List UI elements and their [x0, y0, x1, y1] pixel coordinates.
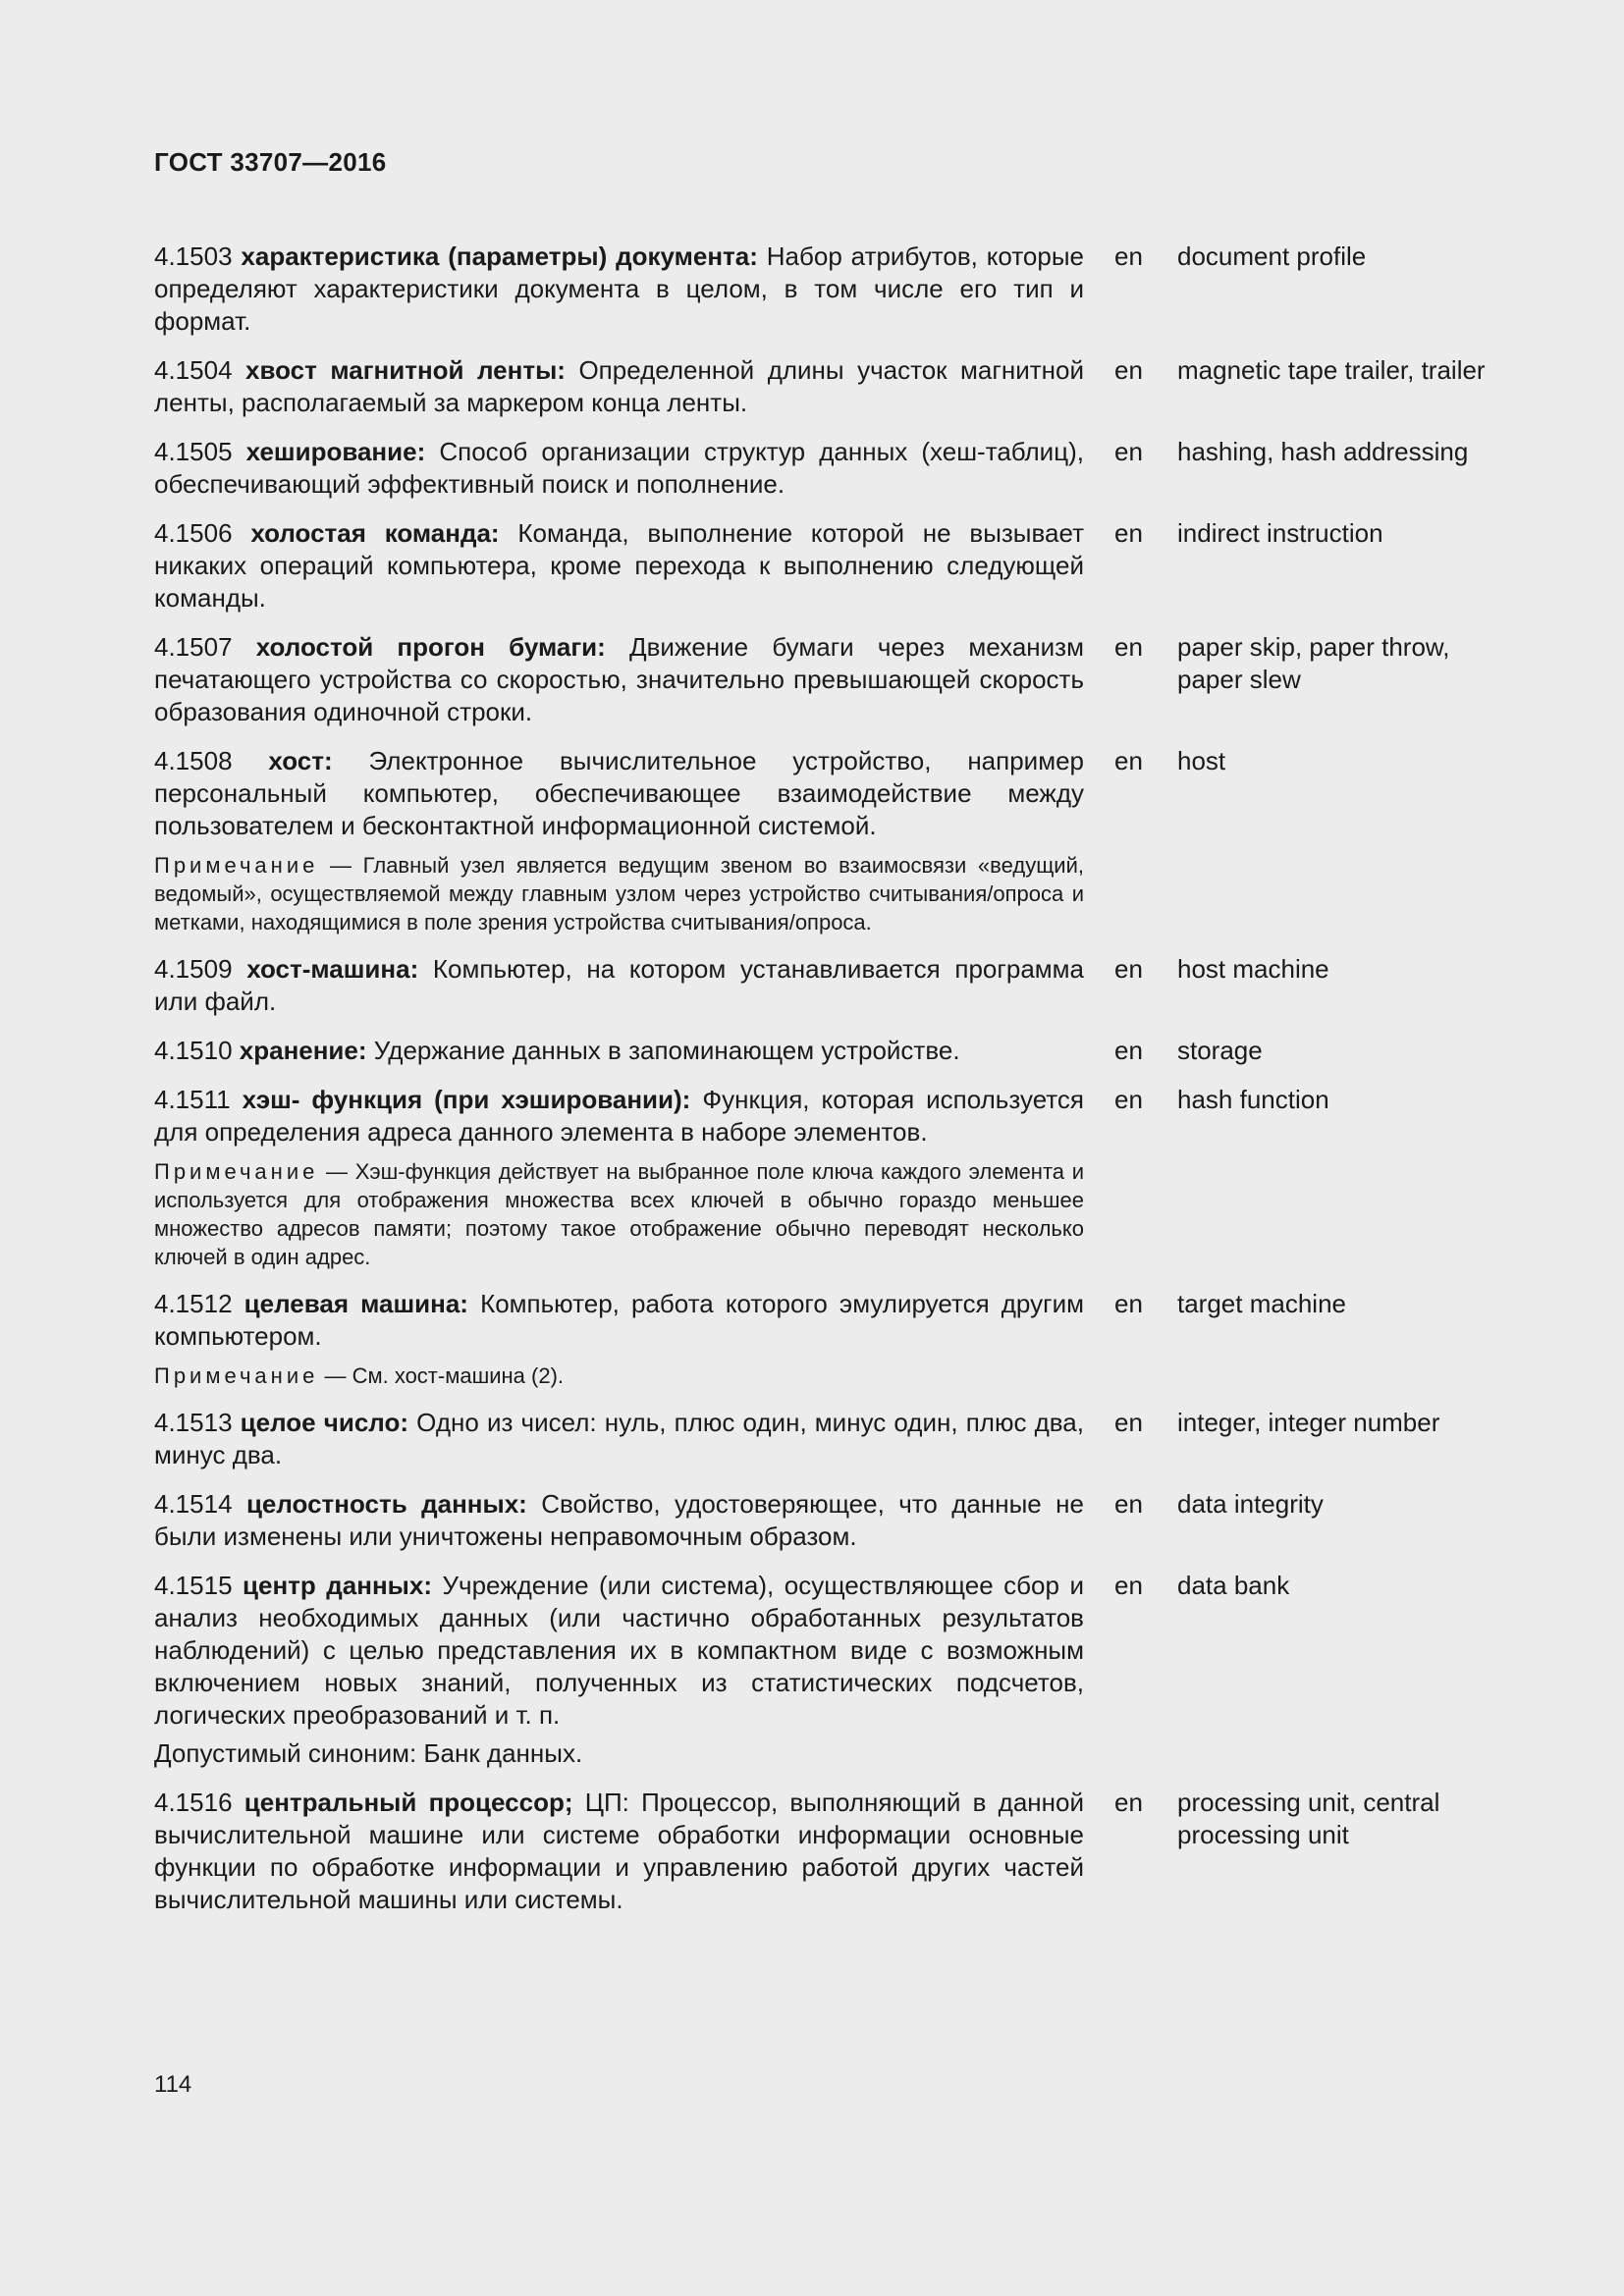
definition [154, 240, 1084, 338]
term-definition: Движение бумаги через механизм печатающего устройства со скоростью, значительно превышающей скорость образования одиночной строки. [154, 632, 1084, 726]
definition [154, 1084, 1084, 1148]
term-definition: Определенной длины участок магнитной ленты, располагаемый за маркером конца ленты. [154, 355, 1084, 417]
term-definition: Компьютер, на котором устанавливается программа или файл. [154, 954, 1084, 1016]
english-term: hash function [1177, 1085, 1329, 1114]
term-entry [154, 1084, 1509, 1271]
definition [154, 517, 1084, 614]
english-term: document profile [1177, 241, 1367, 271]
term-name: целое число: [240, 1408, 409, 1437]
language-code: en [1114, 1036, 1143, 1065]
term-number: 4.1503 [154, 241, 233, 271]
note-label: Примечание [154, 853, 319, 878]
english-term: magnetic tape trailer, trailer [1177, 355, 1486, 385]
term-entry [154, 1787, 1509, 1916]
language-code: en [1114, 355, 1143, 385]
definition [154, 745, 1084, 842]
english-term: target machine [1177, 1289, 1346, 1318]
term-name: целевая машина: [244, 1289, 468, 1318]
term-name: хост-машина: [246, 954, 419, 984]
term-entry [154, 1035, 1509, 1067]
english-term: indirect instruction [1177, 518, 1383, 548]
language-code: en [1114, 1788, 1143, 1817]
term-definition: Удержание данных в запоминающем устройстве. [373, 1036, 960, 1065]
term-definition: Набор атрибутов, которые определяют характеристики документа в целом, в том числе его тип и формат. [154, 241, 1084, 336]
term-definition: Свойство, удостоверяющее, что данные не были изменены или уничтожены неправомочным образом. [154, 1489, 1084, 1551]
term-number: 4.1516 [154, 1788, 233, 1817]
language-code: en [1114, 1489, 1143, 1519]
note [154, 851, 1084, 936]
term-number: 4.1506 [154, 518, 233, 548]
term-entry [154, 1288, 1509, 1390]
page-number: 114 [154, 2071, 192, 2098]
definition [154, 1787, 1084, 1916]
term-definition: Компьютер, работа которого эмулируется другим компьютером. [154, 1289, 1084, 1351]
term-definition: Учреждение (или система), осуществляющее сбор и анализ необходимых данных (или частично обработанных результатов наблюдений) с целью представления их в компактном виде с возможным включением новых знаний, полученных из статистических подсчетов, логических преобразований и т. п. [154, 1571, 1084, 1730]
definition [154, 631, 1084, 728]
term-number: 4.1510 [154, 1036, 233, 1065]
definition [154, 1407, 1084, 1471]
term-name: хвост магнитной ленты: [245, 355, 566, 385]
english-term: hashing, hash addressing [1177, 437, 1469, 466]
definition [154, 1570, 1084, 1732]
term-name: центр данных: [243, 1571, 432, 1600]
page-header: ГОСТ 33707—2016 [154, 147, 387, 177]
english-term: host [1177, 746, 1226, 775]
term-entry [154, 631, 1509, 728]
term-entry [154, 240, 1509, 338]
english-term: host machine [1177, 954, 1329, 984]
language-code: en [1114, 1289, 1143, 1318]
english-term: paper skip, paper throw, paper slew [1177, 632, 1450, 694]
term-definition: Электронное вычислительное устройство, например персональный компьютер, обеспечивающее взаимодействие между пользователем и бесконтактной информационной системой. [154, 746, 1084, 840]
definition [154, 1035, 1084, 1067]
term-definition: Способ организации структур данных (хеш-таблиц), обеспечивающий эффективный поиск и пополнение. [154, 437, 1084, 499]
definition [154, 953, 1084, 1018]
language-code: en [1114, 1571, 1143, 1600]
term-definition: Команда, выполнение которой не вызывает никаких операций компьютера, кроме перехода к выполнению следующей команды. [154, 518, 1084, 613]
term-entry [154, 745, 1509, 936]
language-code: en [1114, 1408, 1143, 1437]
term-entry [154, 354, 1509, 419]
note [154, 1362, 1084, 1390]
term-name: целостность данных: [245, 1489, 527, 1519]
definition [154, 354, 1084, 419]
definition [154, 1488, 1084, 1553]
language-code: en [1114, 1085, 1143, 1114]
language-code: en [1114, 954, 1143, 984]
note-label: Примечание [154, 1159, 319, 1184]
language-code: en [1114, 746, 1143, 775]
term-definition: Функция, которая используется для определения адреса данного элемента в наборе элементов. [154, 1085, 1084, 1147]
term-number: 4.1509 [154, 954, 233, 984]
term-entry [154, 1570, 1509, 1770]
note-text: — См. хост-машина (2). [324, 1363, 565, 1388]
english-term: processing unit, central processing unit [1177, 1788, 1440, 1849]
definition [154, 436, 1084, 501]
term-name: центральный процессор; [244, 1788, 573, 1817]
language-code: en [1114, 241, 1143, 271]
term-name: характеристика (параметры) документа: [241, 241, 758, 271]
term-entry [154, 953, 1509, 1018]
term-number: 4.1513 [154, 1408, 233, 1437]
term-name: холостой прогон бумаги: [255, 632, 606, 662]
note-text: — Хэш-функция действует на выбранное поле ключа каждого элемента и используется для отображения множества всех ключей в обычно гораздо меньшее множество адресов памяти; поэтому такое отображение обычно переводят несколько ключей в один адрес. [154, 1159, 1085, 1269]
english-term: storage [1177, 1036, 1263, 1065]
term-name: холостая команда: [250, 518, 500, 548]
term-entry [154, 1407, 1509, 1471]
term-number: 4.1504 [154, 355, 233, 385]
language-code: en [1114, 437, 1143, 466]
term-definition: Одно из чисел: нуль, плюс один, минус один, плюс два, минус два. [154, 1408, 1084, 1469]
term-entry [154, 517, 1509, 614]
term-number: 4.1511 [154, 1085, 231, 1114]
term-name: хэш- функция (при хэшировании): [242, 1085, 691, 1114]
term-number: 4.1507 [154, 632, 233, 662]
language-code: en [1114, 518, 1143, 548]
term-number: 4.1514 [154, 1489, 233, 1519]
language-code: en [1114, 632, 1143, 662]
term-entry [154, 436, 1509, 501]
note [154, 1157, 1084, 1271]
note-label: Примечание [154, 1363, 319, 1388]
term-number: 4.1508 [154, 746, 233, 775]
note-text: — Главный узел является ведущим звеном во взаимосвязи «ведущий, ведомый», осуществляемой между главным узлом через устройство считывания/опроса и метками, находящимися в поле зрения устройства считывания/опроса. [154, 853, 1084, 934]
english-term: integer, integer number [1177, 1408, 1440, 1437]
terms-list [154, 240, 1509, 1933]
term-name: хост: [268, 746, 333, 775]
term-entry [154, 1488, 1509, 1553]
term-number: 4.1512 [154, 1289, 233, 1318]
allowed-synonym: Допустимый синоним: Банк данных. [154, 1738, 583, 1768]
term-definition: ЦП: Процессор, выполняющий в данной вычислительной машине или системе обработки информации основные функции по обработке информации и управлению работой других частей вычислительной машины или системы. [154, 1788, 1084, 1914]
english-term: data bank [1177, 1571, 1290, 1600]
term-name: хеширование: [245, 437, 426, 466]
term-name: хранение: [239, 1036, 367, 1065]
term-number: 4.1515 [154, 1571, 233, 1600]
english-term: data integrity [1177, 1489, 1324, 1519]
definition [154, 1288, 1084, 1353]
term-number: 4.1505 [154, 437, 233, 466]
